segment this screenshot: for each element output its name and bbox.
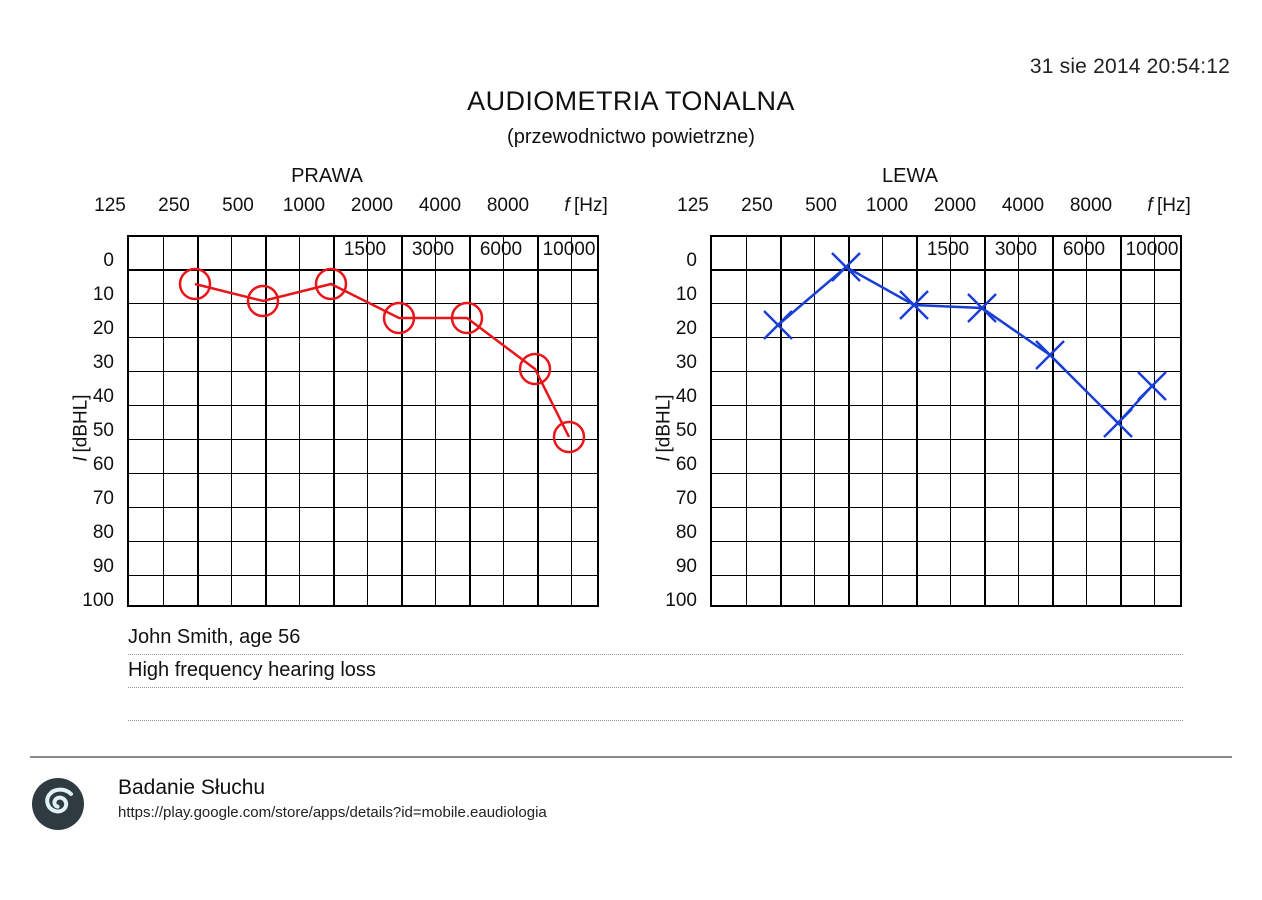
audiogram-curve-left [710, 235, 1182, 607]
freq-tick-4000-left: 4000 [1001, 195, 1045, 216]
level-tick-40: 40 [92, 386, 114, 407]
freq-tick-3000: 3000 [411, 239, 455, 260]
note-line-2[interactable]: High frequency hearing loss [128, 655, 1183, 688]
level-tick-30: 30 [92, 352, 114, 373]
level-tick-40-left: 40 [675, 386, 697, 407]
freq-tick-125-left: 125 [677, 195, 709, 216]
freq-tick-6000: 6000 [479, 239, 523, 260]
level-tick-0-left: 0 [686, 250, 697, 271]
level-tick-30-left: 30 [675, 352, 697, 373]
level-tick-80: 80 [92, 522, 114, 543]
freq-tick-10000: 10000 [542, 239, 596, 260]
level-tick-90: 90 [92, 556, 114, 577]
freq-tick-2000: 2000 [350, 195, 394, 216]
level-tick-20: 20 [92, 318, 114, 339]
level-tick-70: 70 [92, 488, 114, 509]
level-tick-80-left: 80 [675, 522, 697, 543]
freq-tick-3000-left: 3000 [994, 239, 1038, 260]
freq-tick-1500-left: 1500 [926, 239, 970, 260]
level-axis-right [62, 235, 120, 611]
level-tick-100: 100 [82, 590, 114, 611]
panel-title-left: LEWA [882, 165, 938, 187]
freq-tick-8000-left: 8000 [1069, 195, 1113, 216]
page-subtitle: (przewodnictwo powietrzne) [507, 126, 755, 148]
note-line-1[interactable]: John Smith, age 56 [128, 622, 1183, 655]
audiogram-curve-right [127, 235, 599, 607]
freq-tick-250: 250 [158, 195, 190, 216]
panel-title-right: PRAWA [291, 165, 363, 187]
freq-tick-2000-left: 2000 [933, 195, 977, 216]
freq-tick-125: 125 [94, 195, 126, 216]
level-tick-50: 50 [92, 420, 114, 441]
level-axis-left [645, 235, 703, 611]
level-tick-60: 60 [92, 454, 114, 475]
freq-tick-6000-left: 6000 [1062, 239, 1106, 260]
freq-tick-4000: 4000 [418, 195, 462, 216]
freq-tick-8000: 8000 [486, 195, 530, 216]
footer [30, 772, 1230, 852]
freq-axis-unit: [Hz] [574, 195, 608, 216]
y-axis-title-left: I [dBHL] [653, 394, 675, 462]
level-tick-100-left: 100 [665, 590, 697, 611]
freq-tick-250-left: 250 [741, 195, 773, 216]
notes-section [128, 622, 1183, 721]
freq-tick-10000-left: 10000 [1125, 239, 1179, 260]
spiral-wave-icon [30, 776, 86, 832]
level-tick-20-left: 20 [675, 318, 697, 339]
freq-axis-unit-symbol-left: f [1147, 195, 1153, 216]
freq-axis-unit-symbol: f [564, 195, 570, 216]
footer-text [118, 776, 547, 821]
page-title: AUDIOMETRIA TONALNA [467, 86, 795, 116]
footer-divider [30, 756, 1232, 758]
level-tick-10-left: 10 [675, 284, 697, 305]
freq-axis-unit-left: [Hz] [1157, 195, 1191, 216]
y-axis-title-right: I [dBHL] [70, 394, 92, 462]
level-tick-90-left: 90 [675, 556, 697, 577]
freq-tick-1500: 1500 [343, 239, 387, 260]
level-tick-0: 0 [103, 250, 114, 271]
freq-tick-500: 500 [222, 195, 254, 216]
level-tick-60-left: 60 [675, 454, 697, 475]
freq-tick-500-left: 500 [805, 195, 837, 216]
footer-url[interactable]: https://play.google.com/store/apps/details?id=mobile.eaudiologia [118, 804, 547, 821]
note-line-3[interactable] [128, 688, 1183, 721]
footer-app-name: Badanie Słuchu [118, 776, 266, 799]
freq-tick-1000-left: 1000 [865, 195, 909, 216]
level-tick-70-left: 70 [675, 488, 697, 509]
freq-tick-1000: 1000 [282, 195, 326, 216]
level-tick-50-left: 50 [675, 420, 697, 441]
level-tick-10: 10 [92, 284, 114, 305]
report-timestamp: 31 sie 2014 20:54:12 [1029, 55, 1230, 78]
